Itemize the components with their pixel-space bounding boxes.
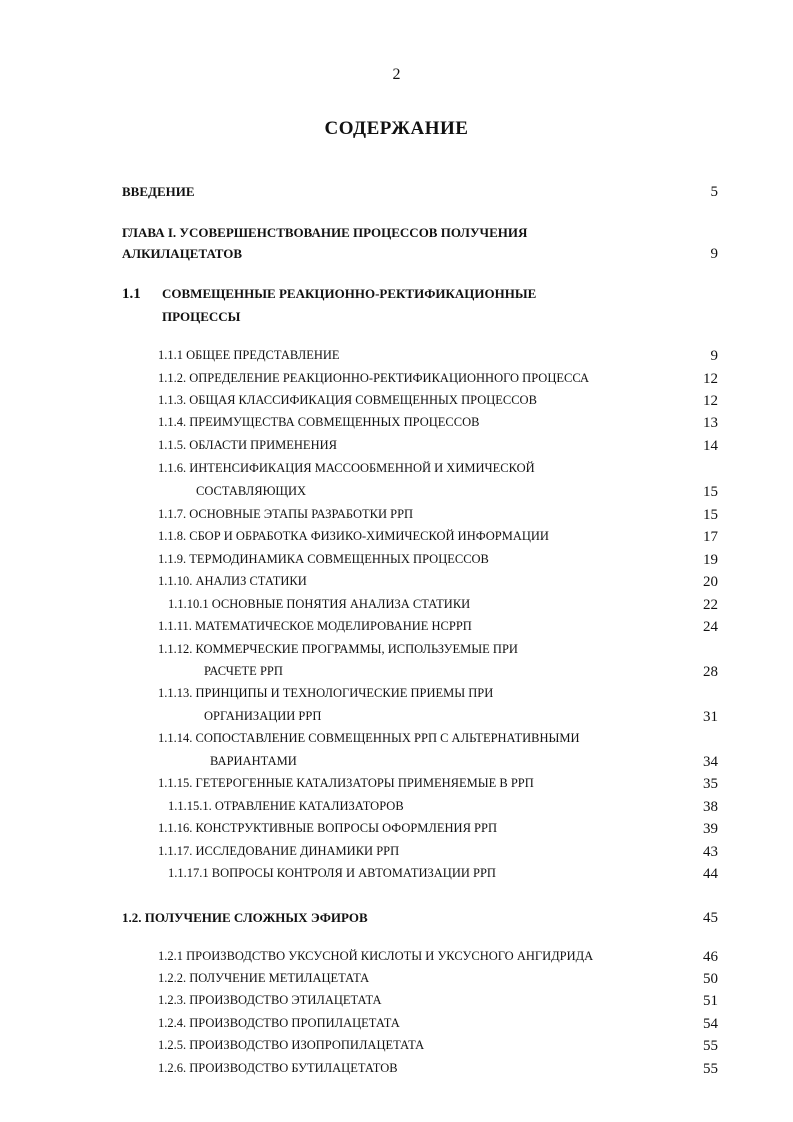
- toc-entry-text: 1.2.6. ПРОИЗВОДСТВО БУТИЛАЦЕТАТОВ: [158, 1061, 398, 1075]
- toc-page-number: 45: [703, 910, 718, 926]
- toc-page-number: 9: [710, 348, 718, 364]
- toc-page-number: 51: [703, 993, 718, 1009]
- toc-page-number: 15: [703, 484, 718, 500]
- toc-page-number: 12: [703, 393, 718, 409]
- page-title: СОДЕРЖАНИЕ: [324, 118, 469, 139]
- toc-entry-text: 1.1.8. СБОР И ОБРАБОТКА ФИЗИКО-ХИМИЧЕСКОЙ ИНФОРМАЦИИ: [158, 529, 549, 543]
- toc-entry-text: 1.1.6. ИНТЕНСИФИКАЦИЯ МАССООБМЕННОЙ И ХИМИЧЕСКОЙ: [158, 461, 535, 475]
- toc-page-number: 43: [703, 844, 718, 860]
- toc-entry-text: СОВМЕЩЕННЫЕ РЕАКЦИОННО-РЕКТИФИКАЦИОННЫЕ: [162, 286, 537, 301]
- toc-entry-text: 1.1.7. ОСНОВНЫЕ ЭТАПЫ РАЗРАБОТКИ РРП: [158, 507, 414, 521]
- toc-section-number: 1.1: [122, 286, 141, 302]
- toc-page-number: 50: [703, 971, 718, 987]
- toc-page-number: 12: [703, 371, 718, 387]
- toc-entry-text: 1.1.10. АНАЛИЗ СТАТИКИ: [158, 574, 307, 588]
- toc-entry-text: 1.2.3. ПРОИЗВОДСТВО ЭТИЛАЦЕТАТА: [158, 993, 382, 1007]
- toc-entry-text: 1.2.1 ПРОИЗВОДСТВО УКСУСНОЙ КИСЛОТЫ И УКСУСНОГО АНГИДРИДА: [158, 949, 594, 963]
- toc-entry-text: 1.1.1 ОБЩЕЕ ПРЕДСТАВЛЕНИЕ: [158, 348, 340, 362]
- toc-entry-text: 1.1.5. ОБЛАСТИ ПРИМЕНЕНИЯ: [158, 438, 337, 452]
- toc-page-number: 39: [703, 821, 718, 837]
- toc-page-number: 9: [710, 246, 718, 262]
- toc-page-number: 17: [703, 529, 718, 545]
- toc-page-number: 46: [703, 949, 718, 965]
- toc-entry-text-cont: ПРОЦЕССЫ: [162, 309, 241, 324]
- toc-page-number: 34: [703, 754, 718, 770]
- toc-entry-text: ГЛАВА I. УСОВЕРШЕНСТВОВАНИЕ ПРОЦЕССОВ ПОЛУЧЕНИЯ: [122, 225, 528, 240]
- toc-page-number: 14: [703, 438, 718, 454]
- toc-entry-text-cont: РАСЧЕТЕ РРП: [204, 664, 283, 678]
- toc-entry-text: 1.1.16. КОНСТРУКТИВНЫЕ ВОПРОСЫ ОФОРМЛЕНИЯ РРП: [158, 821, 497, 835]
- toc-entry-text: 1.1.15.1. ОТРАВЛЕНИЕ КАТАЛИЗАТОРОВ: [168, 799, 404, 813]
- toc-entry-text: 1.1.9. ТЕРМОДИНАМИКА СОВМЕЩЕННЫХ ПРОЦЕССОВ: [158, 552, 489, 566]
- toc-page-number: 22: [703, 597, 718, 613]
- toc-page-number: 13: [703, 415, 718, 431]
- toc-page-number: 19: [703, 552, 718, 568]
- toc-page-number: 24: [703, 619, 718, 635]
- toc-entry-text: ВВЕДЕНИЕ: [122, 184, 195, 199]
- toc-entry-text: 1.1.4. ПРЕИМУЩЕСТВА СОВМЕЩЕННЫХ ПРОЦЕССОВ: [158, 415, 480, 429]
- toc-entry-text: 1.1.13. ПРИНЦИПЫ И ТЕХНОЛОГИЧЕСКИЕ ПРИЕМЫ ПРИ: [158, 686, 494, 700]
- page-number: 2: [392, 66, 401, 83]
- toc-entry-text-cont: АЛКИЛАЦЕТАТОВ: [122, 246, 243, 261]
- toc-entry-text-cont: ВАРИАНТАМИ: [210, 754, 297, 768]
- toc-page-number: 28: [703, 664, 718, 680]
- toc-entry-text: 1.1.14. СОПОСТАВЛЕНИЕ СОВМЕЩЕННЫХ РРП С АЛЬТЕРНАТИВНЫМИ: [158, 731, 580, 745]
- toc-page-number: 5: [710, 184, 718, 200]
- toc-entry-text: 1.1.17. ИССЛЕДОВАНИЕ ДИНАМИКИ РРП: [158, 844, 400, 858]
- toc-entry-text: 1.1.11. МАТЕМАТИЧЕСКОЕ МОДЕЛИРОВАНИЕ НСРРП: [158, 619, 472, 633]
- toc-page-number: 55: [703, 1061, 718, 1077]
- toc-entry-text: 1.2. ПОЛУЧЕНИЕ СЛОЖНЫХ ЭФИРОВ: [122, 910, 368, 925]
- toc-page-number: 35: [703, 776, 718, 792]
- toc-entry-text: 1.1.10.1 ОСНОВНЫЕ ПОНЯТИЯ АНАЛИЗА СТАТИКИ: [168, 597, 471, 611]
- toc-page-number: 44: [703, 866, 718, 882]
- toc-page-number: 31: [703, 709, 718, 725]
- toc-entry-text: 1.1.12. КОММЕРЧЕСКИЕ ПРОГРАММЫ, ИСПОЛЬЗУЕМЫЕ ПРИ: [158, 642, 518, 656]
- toc-page-number: 20: [703, 574, 718, 590]
- toc-entry-text: 1.1.3. ОБЩАЯ КЛАССИФИКАЦИЯ СОВМЕЩЕННЫХ ПРОЦЕССОВ: [158, 393, 537, 407]
- toc-entry-text: 1.1.15. ГЕТЕРОГЕННЫЕ КАТАЛИЗАТОРЫ ПРИМЕНЯЕМЫЕ В РРП: [158, 776, 534, 790]
- toc-entry-text: 1.1.2. ОПРЕДЕЛЕНИЕ РЕАКЦИОННО-РЕКТИФИКАЦИОННОГО ПРОЦЕССА: [158, 371, 590, 385]
- toc-page-number: 55: [703, 1038, 718, 1054]
- toc-entry-text: 1.1.17.1 ВОПРОСЫ КОНТРОЛЯ И АВТОМАТИЗАЦИИ РРП: [168, 866, 496, 880]
- toc-entry-text: 1.2.5. ПРОИЗВОДСТВО ИЗОПРОПИЛАЦЕТАТА: [158, 1038, 425, 1052]
- toc-entry-text-cont: СОСТАВЛЯЮЩИХ: [196, 484, 307, 498]
- toc-entry-text: 1.2.2. ПОЛУЧЕНИЕ МЕТИЛАЦЕТАТА: [158, 971, 370, 985]
- toc-page-number: 38: [703, 799, 718, 815]
- toc-entry-text-cont: ОРГАНИЗАЦИИ РРП: [204, 709, 322, 723]
- toc-page-number: 54: [703, 1016, 718, 1032]
- toc-page-number: 15: [703, 507, 718, 523]
- toc-entry-text: 1.2.4. ПРОИЗВОДСТВО ПРОПИЛАЦЕТАТА: [158, 1016, 400, 1030]
